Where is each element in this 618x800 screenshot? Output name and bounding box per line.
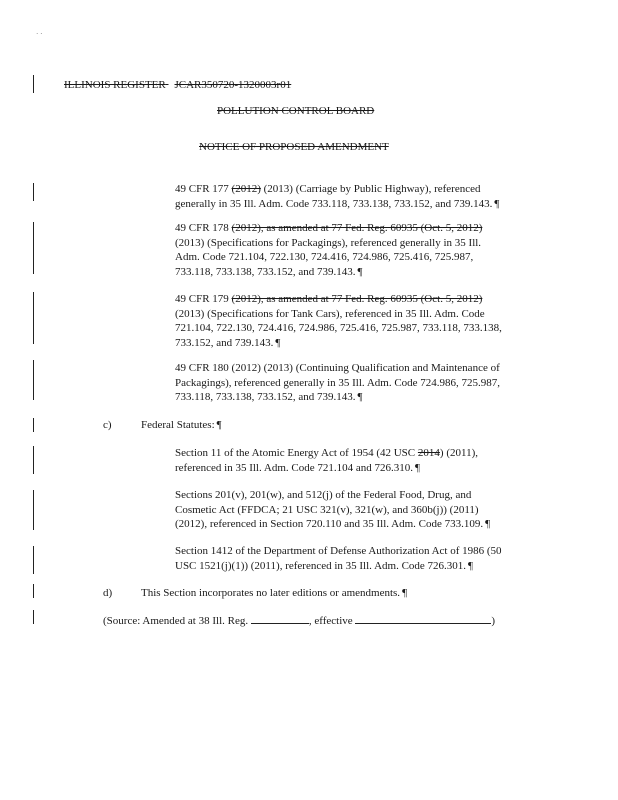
- pilcrow-mark: ¶: [357, 265, 363, 278]
- page-number: · ·: [36, 30, 43, 38]
- pilcrow-mark: ¶: [494, 197, 500, 210]
- change-bar: [33, 292, 34, 344]
- pilcrow-mark: ¶: [485, 518, 491, 530]
- pilcrow-mark: ¶: [468, 559, 474, 572]
- cfr-180-entry: 49 CFR 180 (2012) (2013) (Continuing Qualification and Maintenance of Packagings), referenced generally in 35 Ill. Adm. Code 724.986, 725.987, 733.118, 733.138, 733.152, and 739.143. ¶: [175, 362, 501, 403]
- ffdca-entry: Sections 201(v), 201(w), and 512(j) of the Federal Food, Drug, and Cosmetic Act (FFDCA; 21 USC 321(v), 321(w), and 360b(j)) (2011) (2012), referenced in Section 720.110 and 35 Ill. Adm. Code 733.109. ¶: [175, 489, 491, 530]
- change-bar: [33, 183, 34, 201]
- cfr-178-entry: 49 CFR 178 (2012), as amended at 77 Fed. Reg. 60935 (Oct. 5, 2012) (2013) (Specifications for Packagings), referenced generally in 35 Ill. Adm. Code 721.104, 722.130, 724.416, 724.986, 725.416, 725.987, 733.118, 733.138, 733.152, and 739.143. ¶: [175, 222, 483, 278]
- section-d-label: d): [103, 587, 113, 599]
- cfr-177-entry: 49 CFR 177 (2012) (2013) (Carriage by Public Highway), referenced generally in 35 Ill. Adm. Code 733.118, 733.138, 733.152, and 739.143. ¶: [175, 183, 500, 210]
- dod-authorization-entry: Section 1412 of the Department of Defense Authorization Act of 1986 (50 USC 1521(j)(1)) (2011), referenced in 35 Ill. Adm. Code 726.301. ¶: [175, 545, 502, 572]
- pilcrow-mark: ¶: [402, 587, 408, 599]
- change-bar: [33, 584, 34, 598]
- document-id: JCAR350720-1320003r01: [174, 79, 292, 91]
- change-bar: [33, 490, 34, 530]
- atomic-energy-act-entry: Section 11 of the Atomic Energy Act of 1954 (42 USC 2014) (2011), referenced in 35 Ill. Adm. Code 721.104 and 726.310. ¶: [175, 447, 478, 474]
- pilcrow-mark: ¶: [357, 391, 363, 403]
- register-title: ILLINOIS REGISTER: [64, 79, 166, 91]
- change-bar: [33, 360, 34, 400]
- effective-date-blank: [355, 612, 421, 624]
- notice-heading: NOTICE OF PROPOSED AMENDMENT: [199, 141, 389, 153]
- source-note: (Source: Amended at 38 Ill. Reg. , effective ): [103, 612, 495, 629]
- cfr-179-entry: 49 CFR 179 (2012), as amended at 77 Fed. Reg. 60935 (Oct. 5, 2012) (2013) (Specifications for Tank Cars), referenced in 35 Ill. Adm. Code 721.104, 722.130, 724.416, 724.986, 725.416, 725.987, 733.118, 733.138, 733.152, and 739.143. ¶: [175, 293, 502, 349]
- register-header: [64, 78, 291, 93]
- pilcrow-mark: ¶: [216, 419, 222, 431]
- pilcrow-mark: ¶: [275, 336, 281, 349]
- change-bar: [33, 610, 34, 624]
- section-c-heading: Federal Statutes: ¶: [141, 419, 222, 431]
- change-bar: [33, 418, 34, 432]
- reg-page-blank: [251, 612, 309, 624]
- change-bar: [33, 546, 34, 574]
- effective-date-blank: [421, 612, 491, 624]
- board-heading: POLLUTION CONTROL BOARD: [217, 105, 375, 117]
- change-bar: [33, 446, 34, 474]
- change-bar: [33, 75, 34, 93]
- section-c-label: c): [103, 419, 112, 431]
- section-d-text: This Section incorporates no later editions or amendments. ¶: [141, 587, 408, 599]
- pilcrow-mark: ¶: [414, 461, 420, 474]
- change-bar: [33, 222, 34, 274]
